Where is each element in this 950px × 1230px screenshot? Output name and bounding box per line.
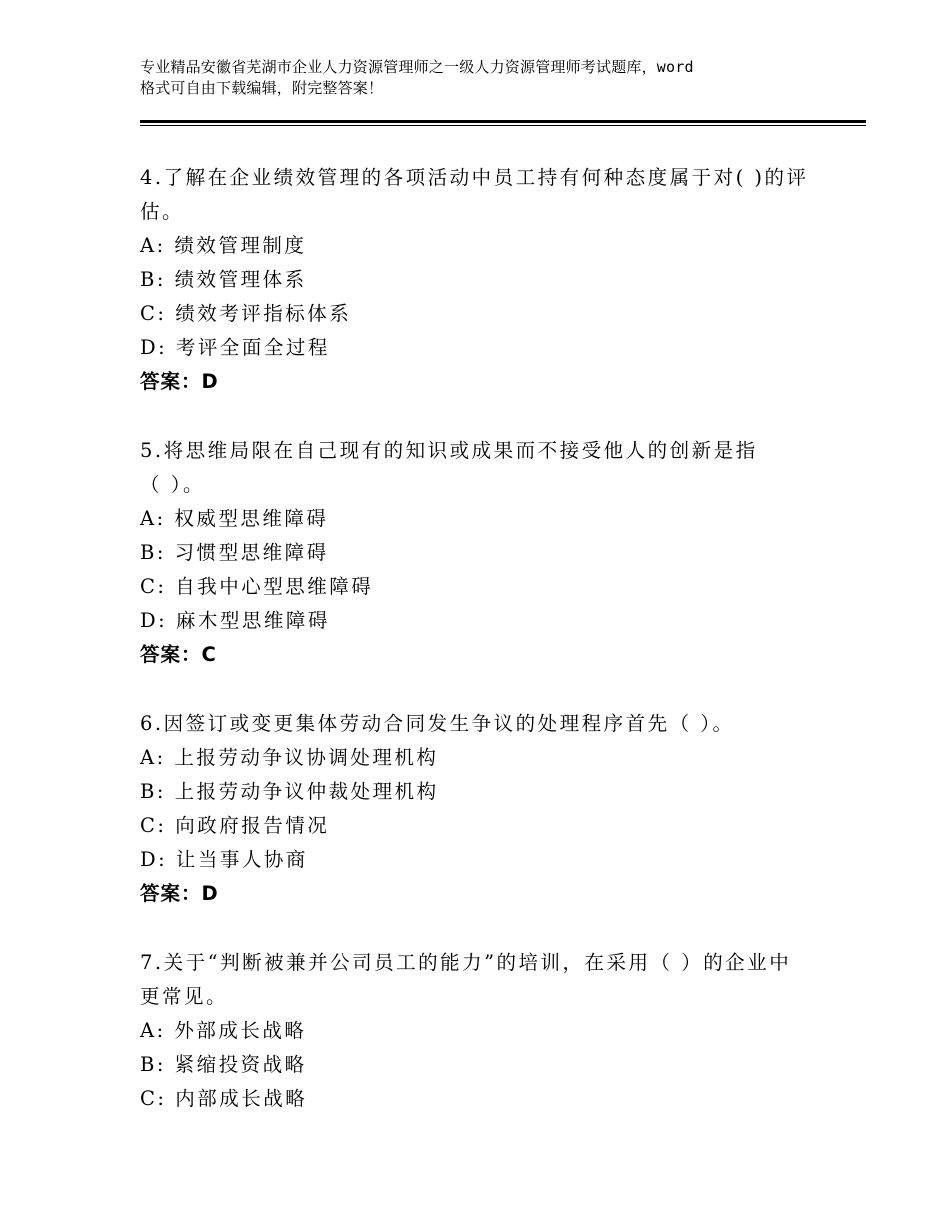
question-stem-continued: 估。 [140,200,185,223]
header-title-line-2: 格式可自由下载编辑，附完整答案！ [140,79,384,97]
option-b: B: 紧缩投资战略 [140,1053,307,1076]
question-4 [140,161,820,399]
option-a: A: 绩效管理制度 [140,234,307,257]
answer: 答案：D [140,370,219,393]
header-divider-thick [140,120,866,123]
document-header [140,57,840,99]
header-divider-thin [140,125,866,126]
question-stem: 4.了解在企业绩效管理的各项活动中员工持有何种态度属于对( )的评 [140,166,809,189]
question-5 [140,434,820,672]
question-7 [140,946,820,1116]
question-stem: 5.将思维局限在自己现有的知识或成果而不接受他人的创新是指 [140,439,758,462]
question-6 [140,707,820,911]
option-b: B: 绩效管理体系 [140,268,307,291]
option-d: D: 麻木型思维障碍 [140,609,330,632]
option-a: A: 上报劳动争议协调处理机构 [140,746,439,769]
answer: 答案：D [140,882,219,905]
question-stem: 6.因签订或变更集体劳动合同发生争议的处理程序首先（ ）。 [140,712,735,735]
option-c: C: 绩效考评指标体系 [140,302,352,325]
option-a: A: 权威型思维障碍 [140,507,329,530]
option-c: C: 内部成长战略 [140,1087,308,1110]
option-a: A: 外部成长战略 [140,1019,307,1042]
question-stem-continued: 更常见。 [140,985,229,1008]
question-stem: 7.关于“判断被兼并公司员工的能力”的培训，在采用（ ）的企业中 [140,951,792,974]
answer: 答案：C [140,643,217,666]
question-stem-continued: （ ）。 [140,473,205,496]
header-title-line-1: 专业精品安徽省芜湖市企业人力资源管理师之一级人力资源管理师考试题库，word [140,58,694,76]
option-c: C: 向政府报告情况 [140,814,330,837]
option-c: C: 自我中心型思维障碍 [140,575,374,598]
option-d: D: 让当事人协商 [140,848,308,871]
option-d: D: 考评全面全过程 [140,336,330,359]
option-b: B: 习惯型思维障碍 [140,541,329,564]
option-b: B: 上报劳动争议仲裁处理机构 [140,780,439,803]
